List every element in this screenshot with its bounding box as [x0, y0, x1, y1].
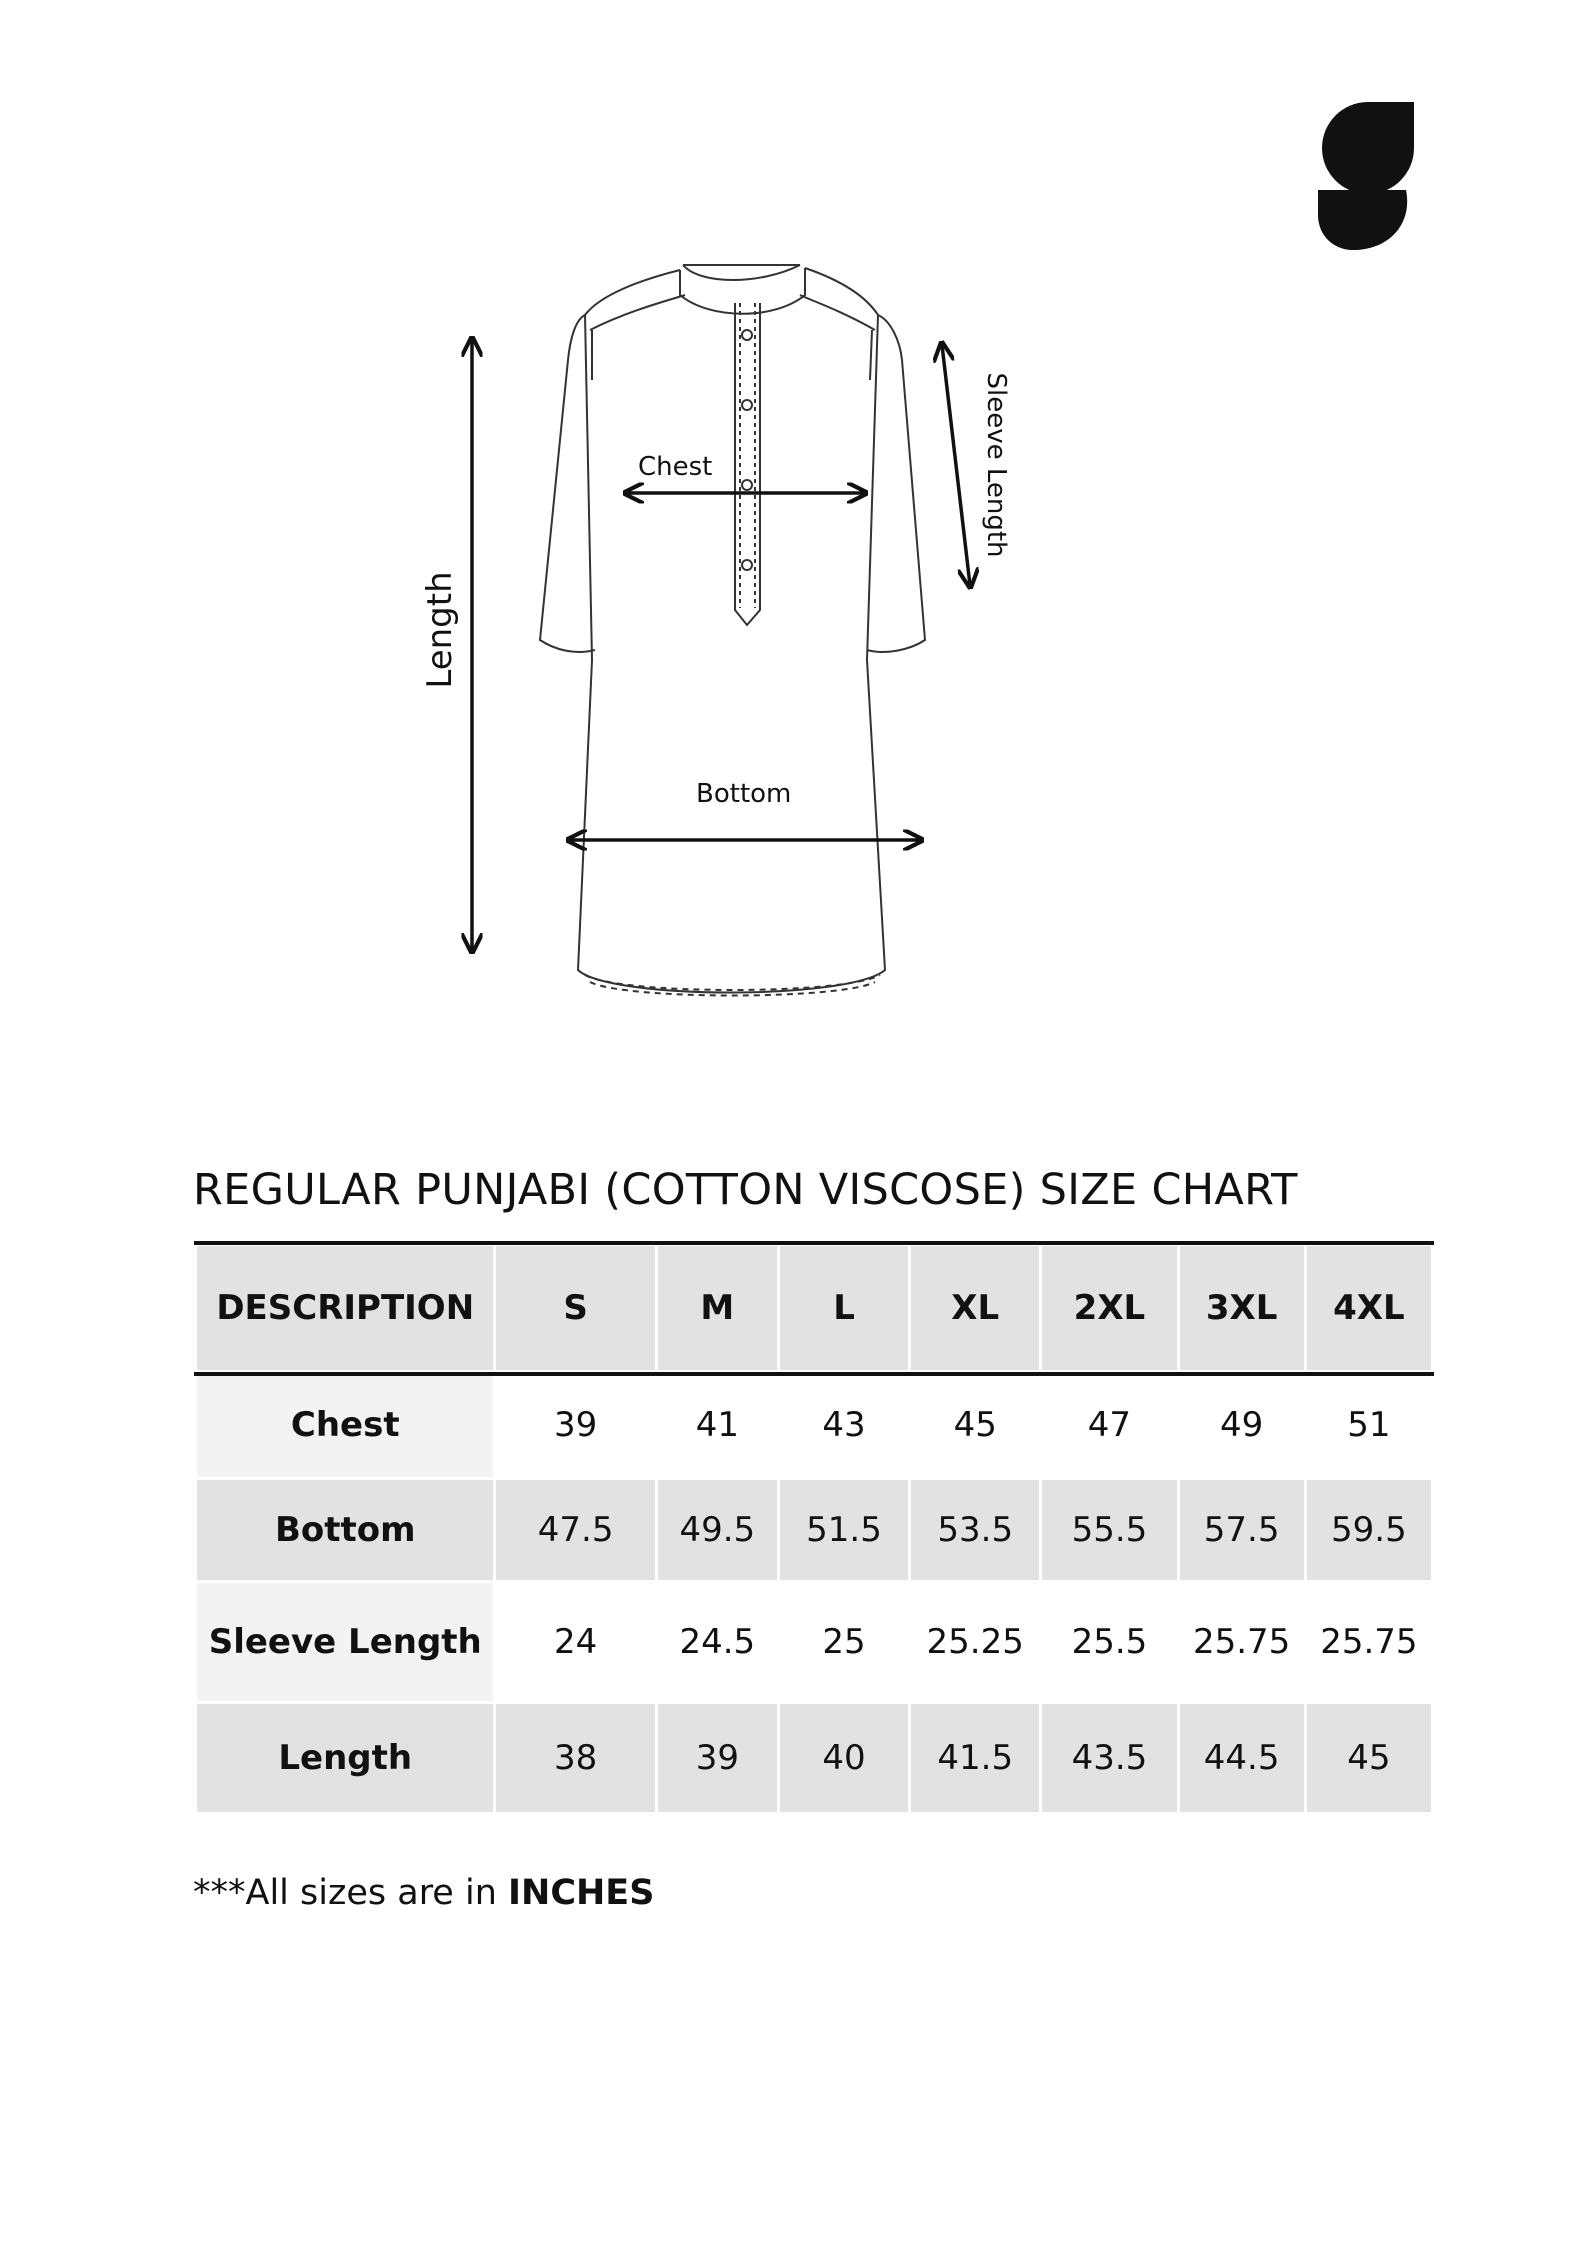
sleeve-length-label: Sleeve Length: [981, 372, 1011, 558]
table-row-bottom: [197, 1480, 1431, 1580]
table-cell: 25.75: [1180, 1583, 1304, 1701]
table-cell: 25: [780, 1583, 908, 1701]
table-cell: 59.5: [1307, 1480, 1431, 1580]
table-cell: 25.25: [911, 1583, 1039, 1701]
row-label: Bottom: [197, 1480, 493, 1580]
table-cell: 39: [496, 1373, 654, 1477]
header-size-m: M: [658, 1246, 777, 1370]
table-cell: 51.5: [780, 1480, 908, 1580]
size-chart-table: [194, 1243, 1434, 1815]
row-label: Length: [197, 1704, 493, 1812]
length-label: Length: [420, 571, 460, 689]
row-label: Sleeve Length: [197, 1583, 493, 1701]
header-size-2xl: 2XL: [1042, 1246, 1176, 1370]
table-cell: 25.75: [1307, 1583, 1431, 1701]
size-chart-title: REGULAR PUNJABI (COTTON VISCOSE) SIZE CHART: [193, 1165, 1298, 1215]
table-cell: 49: [1180, 1373, 1304, 1477]
garment-diagram: [380, 240, 1080, 1020]
table-cell: 53.5: [911, 1480, 1039, 1580]
header-size-3xl: 3XL: [1180, 1246, 1304, 1370]
table-cell: 25.5: [1042, 1583, 1176, 1701]
table-cell: 45: [911, 1373, 1039, 1477]
footnote-text: ***All sizes are in: [193, 1873, 508, 1913]
table-header-row: [197, 1246, 1431, 1370]
table-cell: 47: [1042, 1373, 1176, 1477]
bottom-label: Bottom: [696, 779, 792, 809]
table-cell: 40: [780, 1704, 908, 1812]
table-cell: 57.5: [1180, 1480, 1304, 1580]
punjabi-illustration: [380, 240, 1080, 1020]
header-size-xl: XL: [911, 1246, 1039, 1370]
table-cell: 24: [496, 1583, 654, 1701]
table-row-chest: [197, 1373, 1431, 1477]
table-cell: 24.5: [658, 1583, 777, 1701]
table-cell: 44.5: [1180, 1704, 1304, 1812]
table-header-rule: [194, 1372, 1434, 1376]
table-row-length: [197, 1704, 1431, 1812]
table-cell: 51: [1307, 1373, 1431, 1477]
footnote-unit: INCHES: [508, 1873, 655, 1913]
table-cell: 45: [1307, 1704, 1431, 1812]
units-footnote: [193, 1873, 654, 1913]
table-cell: 39: [658, 1704, 777, 1812]
table-cell: 41: [658, 1373, 777, 1477]
table-row-sleeve-length: [197, 1583, 1431, 1701]
header-description: DESCRIPTION: [197, 1246, 493, 1370]
header-size-s: S: [496, 1246, 654, 1370]
brand-logo-icon: [1318, 100, 1418, 252]
header-size-4xl: 4XL: [1307, 1246, 1431, 1370]
header-size-l: L: [780, 1246, 908, 1370]
table-cell: 43.5: [1042, 1704, 1176, 1812]
table-cell: 41.5: [911, 1704, 1039, 1812]
chest-label: Chest: [638, 452, 713, 482]
table-cell: 55.5: [1042, 1480, 1176, 1580]
table-cell: 47.5: [496, 1480, 654, 1580]
table-cell: 38: [496, 1704, 654, 1812]
table-cell: 49.5: [658, 1480, 777, 1580]
table-cell: 43: [780, 1373, 908, 1477]
row-label: Chest: [197, 1373, 493, 1477]
